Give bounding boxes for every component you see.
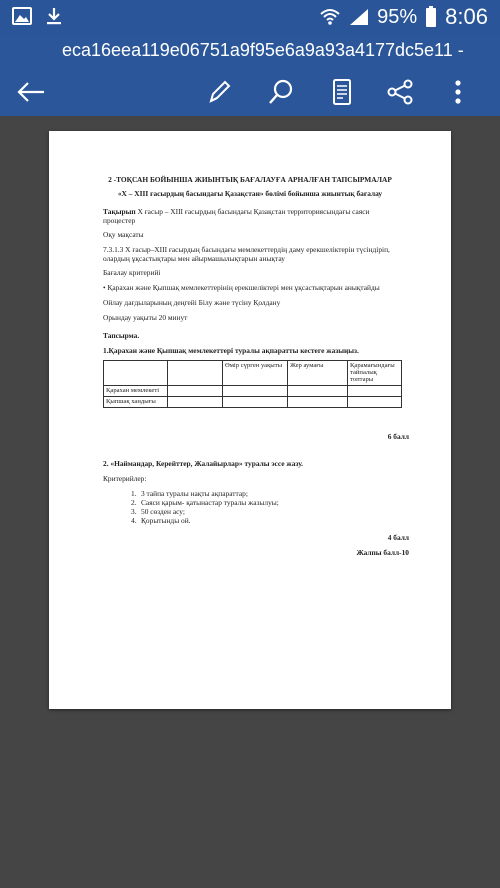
share-icon	[386, 79, 414, 105]
table-header-cell: Жер аумағы	[288, 361, 348, 386]
list-item-number: 4.	[131, 516, 137, 525]
learning-goal-text: 7.3.1.3 Х ғасыр–XIII ғасырдың басындағы мемлекеттердің даму ерекшеліктерін түсіндіріп, олардың ұқсастықтары мен айырмашылықтарын анықтау	[103, 245, 390, 263]
document-page	[49, 131, 451, 709]
total-points: Жалпы балл-10	[356, 548, 409, 557]
list-item-text: 3 тайпа туралы нақты ақпараттар;	[141, 489, 248, 498]
table-cell	[168, 396, 223, 407]
pencil-icon	[207, 79, 231, 105]
list-item	[131, 516, 279, 525]
signal-icon	[349, 8, 369, 26]
table-cell	[223, 385, 288, 396]
table-cell	[288, 396, 348, 407]
list-item	[131, 498, 279, 507]
edit-button[interactable]	[202, 76, 236, 108]
back-button[interactable]	[14, 76, 48, 108]
table-header-cell	[168, 361, 223, 386]
criteria-list-title: Критерийлер:	[103, 474, 147, 483]
document-view-icon	[332, 79, 352, 105]
battery-percent: 95%	[377, 5, 418, 28]
table-cell	[288, 385, 348, 396]
clock: 8:06	[445, 4, 488, 29]
list-item-text: 50 сөзден асу;	[141, 507, 185, 516]
image-notification-icon	[12, 7, 32, 25]
task-1-points: 6 балл	[387, 432, 409, 441]
back-arrow-icon	[16, 81, 46, 103]
app-toolbar	[0, 68, 500, 116]
duration-label: Орындау уақыты	[103, 313, 157, 322]
list-item-text: Қорытынды ой.	[141, 516, 191, 525]
thinking-label: Ойлау дағдыларының деңгейі	[103, 298, 197, 307]
title-bar	[0, 34, 500, 68]
criteria-list	[131, 489, 279, 525]
list-item-number: 2.	[131, 498, 137, 507]
thinking-level-line	[103, 298, 280, 307]
search-icon	[268, 79, 294, 105]
task-2-points: 4 балл	[387, 533, 409, 542]
table-header-row	[104, 361, 402, 386]
learning-goal-label: Оқу мақсаты	[103, 230, 144, 239]
topic-text: Х ғасыр – XIII ғасырдың басындағы Қазақстан территориясындағы саяси процестер	[103, 207, 370, 225]
info-table	[103, 360, 402, 408]
table-cell: Қарахан мемлекеті	[104, 385, 168, 396]
table-header-cell: Өмір сүрген уақыты	[223, 361, 288, 386]
list-item-text: Саяси қарым- қатынастар туралы жазылуы;	[141, 498, 279, 507]
task-label: Тапсырма.	[103, 331, 140, 340]
table-header-cell: Қарамағындағы тайпалық топтары	[348, 361, 402, 386]
document-title: eca16eea119e06751a9f95e6a9a93a4177dc5e11 -	[62, 40, 464, 60]
list-item	[131, 489, 279, 498]
thinking-text: Білу және түсіну Қолдану	[196, 298, 281, 307]
topic-label: Тақырып	[103, 207, 136, 216]
download-icon	[46, 7, 62, 25]
table-cell	[168, 385, 223, 396]
reading-view-button[interactable]	[325, 76, 359, 108]
table-row	[104, 396, 402, 407]
share-button[interactable]	[383, 76, 417, 108]
document-canvas[interactable]	[0, 116, 500, 888]
battery-icon	[425, 6, 437, 28]
more-vertical-icon	[454, 79, 462, 105]
table-cell	[223, 396, 288, 407]
table-row	[104, 385, 402, 396]
status-bar	[0, 0, 500, 34]
duration-line	[103, 313, 187, 322]
wifi-icon	[319, 8, 341, 26]
list-item-number: 3.	[131, 507, 137, 516]
list-item-number: 1.	[131, 489, 137, 498]
table-cell	[348, 385, 402, 396]
doc-heading-2: «Х – XIII ғасырдың басындағы Қазақстан» бөлімі бойынша жиынтық бағалау	[117, 189, 383, 198]
search-button[interactable]	[264, 76, 298, 108]
more-options-button[interactable]	[445, 76, 471, 108]
criteria-label: Бағалау критерийі	[103, 268, 161, 277]
table-header-cell	[104, 361, 168, 386]
table-cell	[348, 396, 402, 407]
list-item	[131, 507, 279, 516]
table-cell: Қыпшақ хандығы	[104, 396, 168, 407]
task-1-text: 1.Қарахан және Қыпшақ мемлекеттері туралы ақпаратты кестеге жазыңыз.	[103, 346, 359, 355]
duration-text: 20 минут	[156, 313, 188, 322]
task-2-text: 2. «Наймандар, Керейттер, Жалайырлар» туралы эссе жазу.	[103, 459, 303, 468]
topic-line	[103, 207, 403, 225]
doc-heading-1: 2 -ТОҚСАН БОЙЫНША ЖИЫНТЫҚ БАҒАЛАУҒА АРНАЛҒАН ТАПСЫРМАЛАР	[108, 175, 392, 184]
criteria-text: • Қарахан және Қыпшақ мемлекеттерінің ерекшеліктері мен ұқсастықтарын анықтайды	[103, 283, 380, 292]
